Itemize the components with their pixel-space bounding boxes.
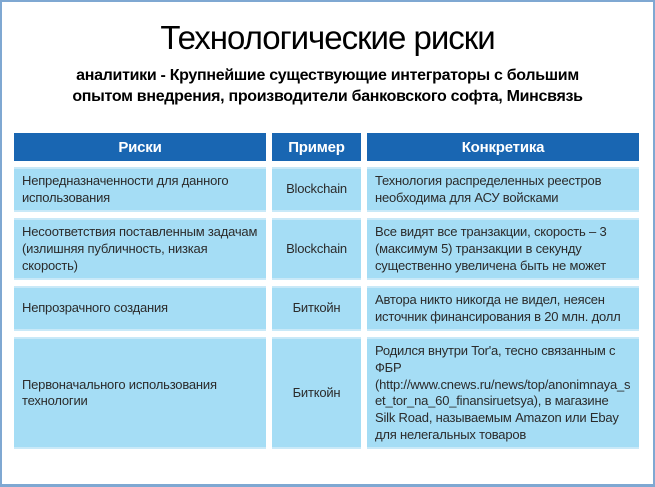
table-row-1-example-cell: Blockchain [272, 167, 361, 212]
table-row-3-example-cell: Биткойн [272, 286, 361, 331]
table-row-1-risk-cell: Непредназначенности для данного использования [14, 167, 266, 212]
header-cell-details: Конкретика [367, 133, 639, 161]
table-row-2-risk-cell: Несоответствия поставленным задачам (излишняя публичность, низкая скорость) [14, 218, 266, 280]
header-cell-risks: Риски [14, 133, 266, 161]
table-row-4-detail-cell: Родился внутри Tor'a, тесно связанным с ФБР (http://www.cnews.ru/news/top/anonimnaya_set_tor_na_60_finansiruetsya), в магазине Silk Road, называемым Amazon или Ebay для нелегальных товаров [367, 337, 639, 449]
table-row-4-example-cell: Биткойн [272, 337, 361, 449]
header-cell-example: Пример [272, 133, 361, 161]
risks-table [14, 133, 639, 449]
table-row-1-detail-cell: Технология распределенных реестров необходима для АСУ войсками [367, 167, 639, 212]
table-row-3-risk-cell: Непрозрачного создания [14, 286, 266, 331]
table-row-3-detail-cell: Автора никто никогда не видел, неясен источник финансирования в 20 млн. долл [367, 286, 639, 331]
table-row-2-detail-cell: Все видят все транзакции, скорость – 3 (максимум 5) транзакции в секунду существенно увеличена быть не может [367, 218, 639, 280]
table-row-2-example-cell: Blockchain [272, 218, 361, 280]
table-row-4-risk-cell: Первоначального использования технологии [14, 337, 266, 449]
slide-subtitle: аналитики - Крупнейшие существующие интеграторы с большим опытом внедрения, производители банковского софта, Минсвязь [72, 66, 583, 105]
page-title: Технологические риски [160, 19, 495, 56]
